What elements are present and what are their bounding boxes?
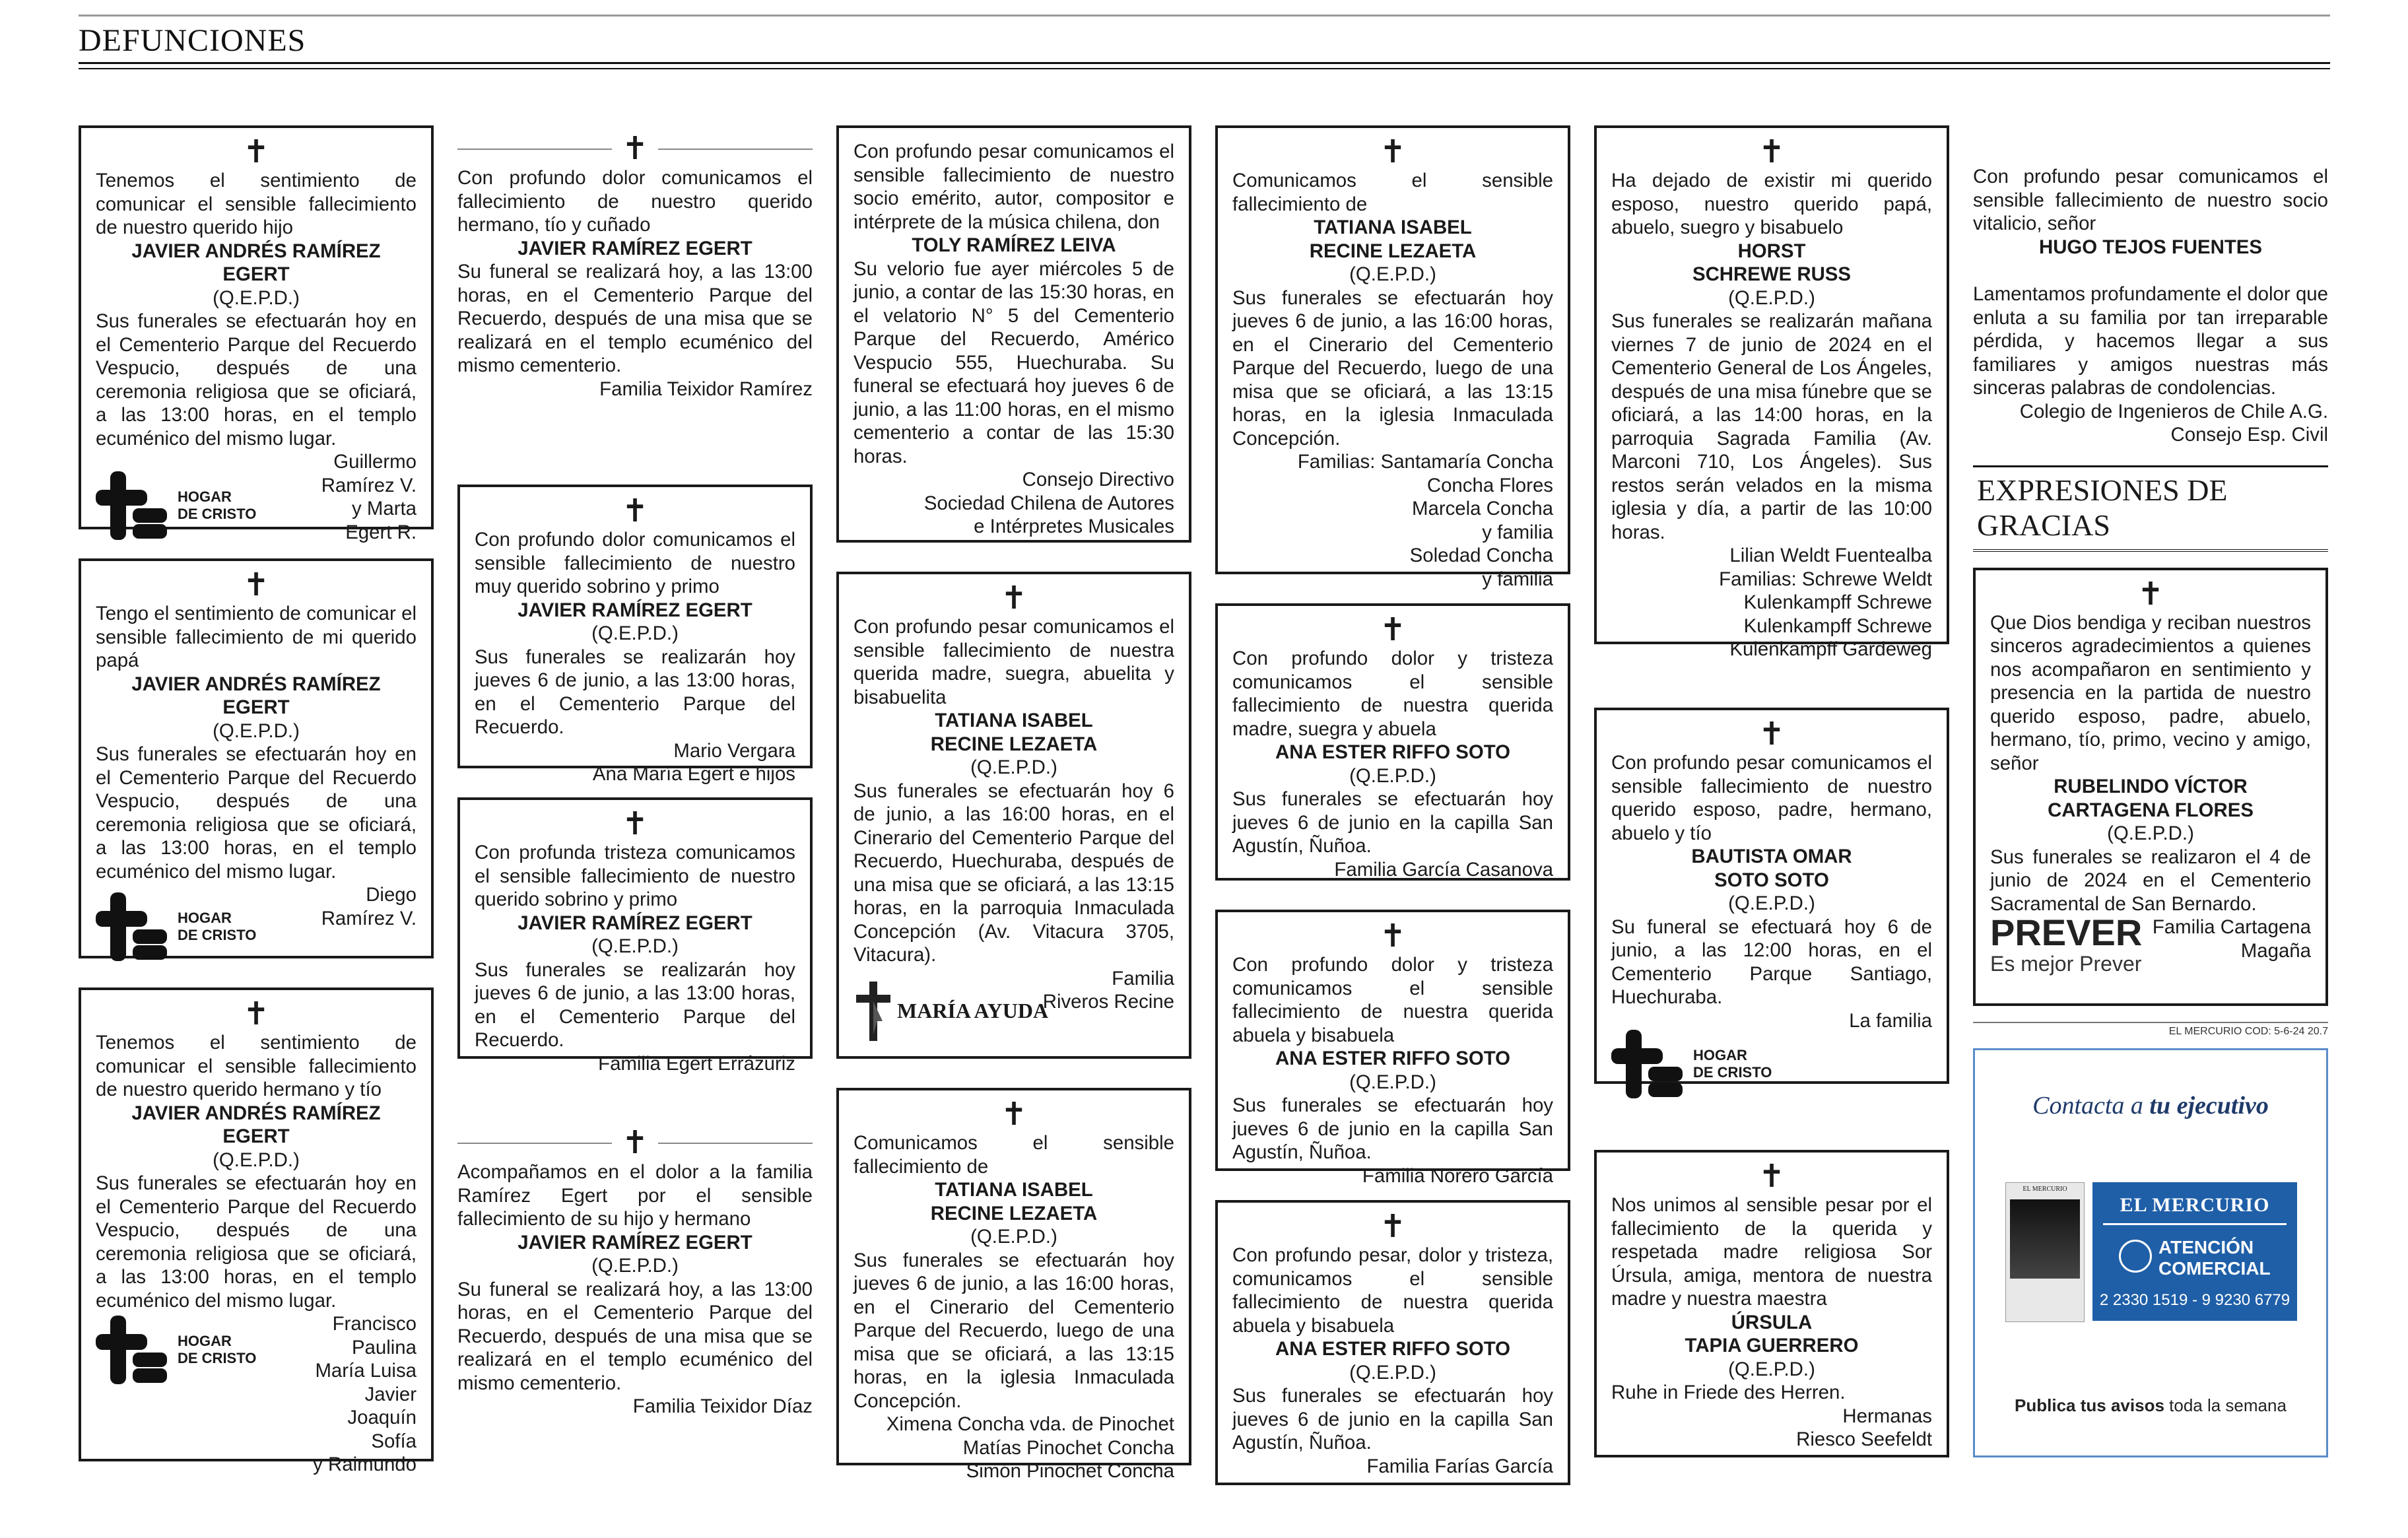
notice-body: Su velorio fue ayer miércoles 5 de junio, a contar de las 15:30 horas, en el velatorio N° 5 del Cementerio Parque del Recuerdo, Américo Vespucio 555, Huechuraba. Su funeral se efectuará hoy jueves 6 de junio, a las 11:00 horas, en el mismo cementerio a contar de las 15:30 horas.: [853, 257, 1174, 467]
qepd: (Q.E.P.D.): [1728, 286, 1815, 309]
deceased-name: ANA ESTER RIFFO SOTO: [1275, 1338, 1510, 1360]
cross-icon: ✝: [1758, 133, 1786, 170]
notice-text: Con profundo dolor y tristeza comunicamos el sensible fallecimiento de nuestra querida madre, suegra y abuela: [1232, 648, 1553, 740]
obituary-notice: [79, 558, 434, 958]
obituary-notice: [836, 125, 1191, 543]
top-rule: [79, 15, 2330, 17]
obituary-notice: [836, 1088, 1191, 1482]
notice-text: Acompañamos en el dolor a la familia Ramírez Egert por el sensible fallecimiento de su hijo y hermano: [457, 1161, 813, 1230]
obituary-notice: [457, 797, 813, 1075]
deceased-name: ÚRSULA TAPIA GUERRERO: [1685, 1311, 1859, 1356]
signature: Familia Norero García: [1362, 1164, 1553, 1187]
signature: Guillermo Ramírez V. y Marta Egert R.: [321, 451, 417, 543]
obituary-notice: [1973, 158, 2328, 452]
hogar-de-cristo-logo: HOGAR DE CRISTO: [96, 471, 256, 540]
notice-body: Sus funerales se efectuarán hoy jueves 6 de junio en la capilla San Agustín, Ñuñoa.: [1232, 1385, 1553, 1454]
notice-text: Tenemos el sentimiento de comunicar el sensible fallecimiento de nuestro querido hijo: [96, 170, 417, 238]
notice-body: Su funeral se realizará hoy, a las 13:00 horas, en el Cementerio Parque del Recuerdo, después de una misa que se realizará en el templo ecuménico del mismo cementerio.: [457, 1278, 813, 1394]
phone-icon: [2119, 1240, 2152, 1273]
newspaper-thumbnail: EL MERCURIO: [2005, 1182, 2085, 1322]
obituary-notice: [79, 987, 434, 1475]
notice-body: Su funeral se efectuará hoy 6 de junio, a las 12:00 horas, en el Cementerio Parque Santiago, Huechuraba.: [1611, 916, 1932, 1008]
qepd: (Q.E.P.D.): [1728, 892, 1815, 914]
deceased-name: TOLY RAMÍREZ LEIVA: [912, 234, 1116, 256]
notice-body: Ruhe in Friede des Herren.: [1611, 1382, 1846, 1403]
deceased-name: JAVIER RAMÍREZ EGERT: [518, 599, 752, 621]
ad-footer: Publica tus avisos toda la semana: [2015, 1395, 2287, 1415]
notice-body: Sus funerales se efectuarán hoy en el Cementerio Parque del Recuerdo Vespucio, después de una ceremonia religiosa que se oficiará, a las 13:00 horas, en el templo ecuménico del mismo lugar.: [96, 310, 417, 450]
obituary-notice: [457, 125, 813, 429]
obituary-notice: [1215, 125, 1570, 590]
deceased-name: JAVIER RAMÍREZ EGERT: [518, 1231, 752, 1254]
qepd: (Q.E.P.D.): [1349, 1361, 1436, 1384]
deceased-name: JAVIER ANDRÉS RAMÍREZ EGERT: [131, 240, 381, 285]
obituary-notice: [1215, 603, 1570, 881]
signature: Consejo Directivo Sociedad Chilena de Autores e Intérpretes Musicales: [923, 469, 1174, 537]
atencion-comercial-box[interactable]: [2092, 1182, 2297, 1321]
signature: Diego Ramírez V.: [321, 884, 417, 929]
hogar-de-cristo-logo: HOGAR DE CRISTO: [96, 1316, 256, 1384]
obituary-notice: [1215, 910, 1570, 1187]
section-title: DEFUNCIONES: [79, 23, 306, 58]
notice-body: Sus funerales se realizarán hoy jueves 6 de junio, a las 13:00 horas, en el Cementerio Parque del Recuerdo.: [475, 958, 795, 1051]
obituary-notice: [1594, 708, 1949, 1084]
cross-icon: ✝: [1379, 611, 1407, 648]
notice-body: Sus funerales se realizaron el 4 de junio de 2024 en el Cementerio Sacramental de San Bernardo.: [1990, 846, 2311, 915]
column-5: [1594, 125, 1949, 1487]
obituary-notice: [457, 485, 813, 785]
cross-icon: ✝: [621, 492, 649, 529]
qepd: (Q.E.P.D.): [1349, 764, 1436, 787]
signature: Familia Farías García: [1366, 1455, 1553, 1477]
cross-icon: ✝: [242, 133, 270, 170]
signature: Familia Egert Errázuriz: [598, 1052, 795, 1075]
cross-icon: ✝: [1379, 918, 1407, 954]
qepd: (Q.E.P.D.): [213, 286, 300, 309]
deceased-name: TATIANA ISABEL RECINE LEZAETA: [930, 1179, 1098, 1224]
signature: Familia Cartagena Magaña: [2152, 916, 2311, 962]
notice-text: Con profundo dolor comunicamos el sensible fallecimiento de nuestro muy querido sobrino y primo: [475, 529, 795, 597]
signature: Hermanas Riesco Seefeldt: [1796, 1405, 1932, 1450]
ad-brand: EL MERCURIO: [2120, 1193, 2270, 1216]
hogar-de-cristo-logo: HOGAR DE CRISTO: [96, 892, 256, 961]
notice-text: Con profundo pesar comunicamos el sensible fallecimiento de nuestro socio emérito, autor, compositor e intérprete de la música chilena, don: [853, 141, 1174, 233]
notice-text: Con profundo dolor y tristeza comunicamos el sensible fallecimiento de nuestra querida abuela y bisabuela: [1232, 954, 1553, 1046]
deceased-name: JAVIER RAMÍREZ EGERT: [518, 237, 752, 259]
column-2: [457, 125, 813, 1439]
prever-logo: PREVER Es mejor Prever: [1990, 912, 2143, 976]
notice-body: Sus funerales se realizarán mañana viernes 7 de junio de 2024 en el Cementerio General de Los Ángeles, después de una misa fúnebre que se oficiará, a las 14:00 horas, en la parroquia Sagrada Familia (Av. Marconi 710, Los Ángeles). Sus restos serán velados en la misma iglesia y día, a partir de las 10:00 horas.: [1611, 310, 1932, 543]
deceased-name: BAUTISTA OMAR SOTO SOTO: [1691, 846, 1852, 891]
obituary-notice: [1215, 1200, 1570, 1485]
qepd: (Q.E.P.D.): [213, 1149, 300, 1171]
notice-text: Con profunda tristeza comunicamos el sensible fallecimiento de nuestro querido sobrino y primo: [475, 842, 795, 910]
notice-text: Con profundo pesar, dolor y tristeza, comunicamos el sensible fallecimiento de nuestra querida abuela y bisabuela: [1232, 1244, 1553, 1337]
qepd: (Q.E.P.D.): [591, 935, 679, 957]
signature: La familia: [1849, 1009, 1932, 1032]
deceased-name: TATIANA ISABEL RECINE LEZAETA: [1309, 217, 1477, 262]
signature: Familia García Casanova: [1334, 858, 1553, 881]
notice-text: Ha dejado de existir mi querido esposo, nuestro querido papá, abuelo, suegro y bisabuelo: [1611, 170, 1932, 238]
cross-icon: ✝: [2137, 575, 2164, 613]
qepd: (Q.E.P.D.): [1349, 1071, 1436, 1093]
obituary-notice: [836, 572, 1191, 1059]
signature: Mario Vergara Ana María Egert e hijos: [592, 739, 795, 785]
cross-icon: ✝: [621, 1124, 649, 1162]
el-mercurio-ad[interactable]: [1973, 1048, 2328, 1457]
column-6: [1973, 158, 2328, 1457]
cross-icon: ✝: [1758, 716, 1786, 752]
qepd: (Q.E.P.D.): [1349, 263, 1436, 285]
deceased-name: JAVIER RAMÍREZ EGERT: [518, 912, 752, 934]
maria-ayuda-logo: MARÍA AYUDA: [853, 985, 1048, 1038]
ad-attention: ATENCIÓN COMERCIAL: [2092, 1232, 2297, 1279]
deceased-name: TATIANA ISABEL RECINE LEZAETA: [930, 710, 1098, 755]
signature: Familia Teixidor Díaz: [632, 1395, 813, 1417]
deceased-name: ANA ESTER RIFFO SOTO: [1275, 741, 1510, 763]
deceased-name: HUGO TEJOS FUENTES: [2038, 236, 2263, 258]
qepd: (Q.E.P.D.): [591, 622, 679, 644]
signature: Francisco Paulina María Luisa Javier Joaquín Sofía y Raimundo: [313, 1313, 417, 1475]
signature: Familias: Santamaría Concha Concha Flores Marcela Concha y familia Soledad Concha y familia: [1297, 451, 1553, 590]
notice-text: Con profundo pesar comunicamos el sensible fallecimiento de nuestro querido esposo, padre, hermano, abuelo y tío: [1611, 752, 1932, 844]
deceased-name: RUBELINDO VÍCTOR CARTAGENA FLORES: [2048, 776, 2254, 821]
signature: Familia Teixidor Ramírez: [599, 378, 813, 400]
notice-body: Sus funerales se efectuarán hoy en el Cementerio Parque del Recuerdo Vespucio, después de una ceremonia religiosa que se oficiará, a las 13:00 horas, en el templo ecuménico del mismo lugar.: [96, 1172, 417, 1312]
deceased-name: HORST SCHREWE RUSS: [1692, 240, 1852, 285]
ad-title: Contacta a tu ejecutivo: [2032, 1091, 2269, 1120]
cross-icon: ✝: [621, 805, 649, 842]
hogar-de-cristo-logo: HOGAR DE CRISTO: [1611, 1030, 1772, 1098]
qepd: (Q.E.P.D.): [213, 719, 300, 742]
column-1: [79, 125, 434, 1490]
notice-text: Comunicamos el sensible fallecimiento de: [1232, 170, 1553, 215]
notice-body: Sus funerales se efectuarán hoy 6 de junio, a las 16:00 horas, en el Cinerario del Cementerio Parque del Recuerdo, Huechuraba, después de una misa que se oficiará, a las 13:15 horas, en la parroquia Inmaculada Concepción (Av. Vitacura 3705, Vitacura).: [853, 780, 1174, 966]
column-4: [1215, 125, 1570, 1514]
notice-text: Tengo el sentimiento de comunicar el sensible fallecimiento de mi querido papá: [96, 603, 417, 671]
notice-body: Su funeral se realizará hoy, a las 13:00 horas, en el Cementerio Parque del Recuerdo, después de una misa que se realizará en el templo ecuménico del mismo cementerio.: [457, 261, 813, 376]
deceased-name: JAVIER ANDRÉS RAMÍREZ EGERT: [131, 673, 381, 718]
qepd: (Q.E.P.D.): [591, 1255, 679, 1277]
obituary-notice: [79, 125, 434, 543]
cross-icon: ✝: [1000, 580, 1028, 617]
section-rule: [79, 62, 2330, 69]
cod-line: EL MERCURIO COD: 5-6-24 20.7: [1973, 1022, 2328, 1038]
qepd: (Q.E.P.D.): [970, 756, 1057, 778]
notice-text: Con profundo dolor comunicamos el fallecimiento de nuestro querido hermano, tío y cuñado: [457, 167, 813, 236]
notice-text: Comunicamos el sensible fallecimiento de: [853, 1132, 1174, 1178]
qepd: (Q.E.P.D.): [970, 1226, 1057, 1248]
signature: Lilian Weldt Fuentealba Familias: Schrewe Weldt Kulenkampff Schrewe Kulenkampff Schrewe Kulenkampff Gardeweg: [1719, 545, 1932, 660]
notice-body: Lamentamos profundamente el dolor que enluta a su familia por tan irreparable pérdida, y hacemos llegar a sus familiares y amigos nuestras más sinceras palabras de condolencias.: [1973, 283, 2328, 399]
cross-icon: ✝: [1758, 1158, 1786, 1195]
notice-text: Que Dios bendiga y reciban nuestros sinceros agradecimientos a quienes nos acompañaron en sentimiento y presencia en la partida de nuestro querido esposo, padre, abuelo, hermano, tío, primo, vecino y amigo, señor: [1990, 611, 2311, 774]
notice-body: Sus funerales se efectuarán hoy jueves 6 de junio en la capilla San Agustín, Ñuñoa.: [1232, 1094, 1553, 1163]
obituary-notice: [1594, 125, 1949, 660]
signature: Colegio de Ingenieros de Chile A.G. Consejo Esp. Civil: [2019, 400, 2328, 446]
notice-text: Con profundo pesar comunicamos el sensible fallecimiento de nuestro socio vitalicio, señor: [1973, 166, 2328, 234]
obituary-notice: [457, 1120, 813, 1417]
notice-body: Sus funerales se realizarán hoy jueves 6 de junio, a las 13:00 horas, en el Cementerio Parque del Recuerdo.: [475, 646, 795, 738]
notice-text: Con profundo pesar comunicamos el sensible fallecimiento de nuestra querida madre, suegra, abuelita y bisabuelita: [853, 616, 1174, 708]
cross-icon: ✝: [1000, 1096, 1028, 1133]
notice-text: Nos unimos al sensible pesar por el fallecimiento de la querida y respetada madre religiosa Sor Úrsula, amiga, mentora de nuestra madre y nuestra maestra: [1611, 1194, 1932, 1310]
obituary-notice: [1594, 1150, 1949, 1457]
cross-icon: ✝: [1379, 133, 1407, 170]
deceased-name: JAVIER ANDRÉS RAMÍREZ EGERT: [131, 1102, 381, 1147]
qepd: (Q.E.P.D.): [2107, 822, 2194, 844]
ad-phone[interactable]: 2 2330 1519 - 9 9230 6779: [2099, 1290, 2291, 1309]
notice-body: Sus funerales se efectuarán hoy en el Cementerio Parque del Recuerdo Vespucio, después de una ceremonia religiosa que se oficiará, a las 13:00 horas, en el templo ecuménico del mismo lugar.: [96, 743, 417, 883]
notice-text: Tenemos el sentimiento de comunicar el sensible fallecimiento de nuestro querido hermano y tío: [96, 1032, 417, 1100]
deceased-name: ANA ESTER RIFFO SOTO: [1275, 1048, 1510, 1069]
cross-icon: ✝: [621, 130, 649, 168]
column-3: [836, 125, 1191, 1494]
signature: Ximena Concha vda. de Pinochet Matías Pinochet Concha Simón Pinochet Concha: [886, 1413, 1174, 1482]
gratitude-notice: [1973, 568, 2328, 1006]
notice-body: Sus funerales se efectuarán hoy jueves 6 de junio, a las 16:00 horas, en el Cinerario del Cementerio Parque del Recuerdo, luego de una misa que se oficiará, a las 13:15 horas, en la iglesia Inmaculada Concepción.: [1232, 286, 1553, 450]
qepd: (Q.E.P.D.): [1728, 1358, 1815, 1380]
gratitude-heading: EXPRESIONES DE GRACIAS: [1973, 465, 2328, 552]
cross-icon: ✝: [1379, 1208, 1407, 1245]
notice-body: Sus funerales se efectuarán hoy jueves 6 de junio en la capilla San Agustín, Ñuñoa.: [1232, 788, 1553, 857]
notice-body: Sus funerales se efectuarán hoy jueves 6 de junio, a las 16:00 horas, en el Cinerario del Cementerio Parque del Recuerdo, luego de una misa que se oficiará, a las 13:15 horas, en la iglesia Inmaculada Concepción.: [853, 1249, 1174, 1412]
cross-icon: ✝: [242, 995, 270, 1032]
cross-icon: ✝: [242, 566, 270, 603]
signature: Familia Riveros Recine: [1042, 967, 1174, 1013]
